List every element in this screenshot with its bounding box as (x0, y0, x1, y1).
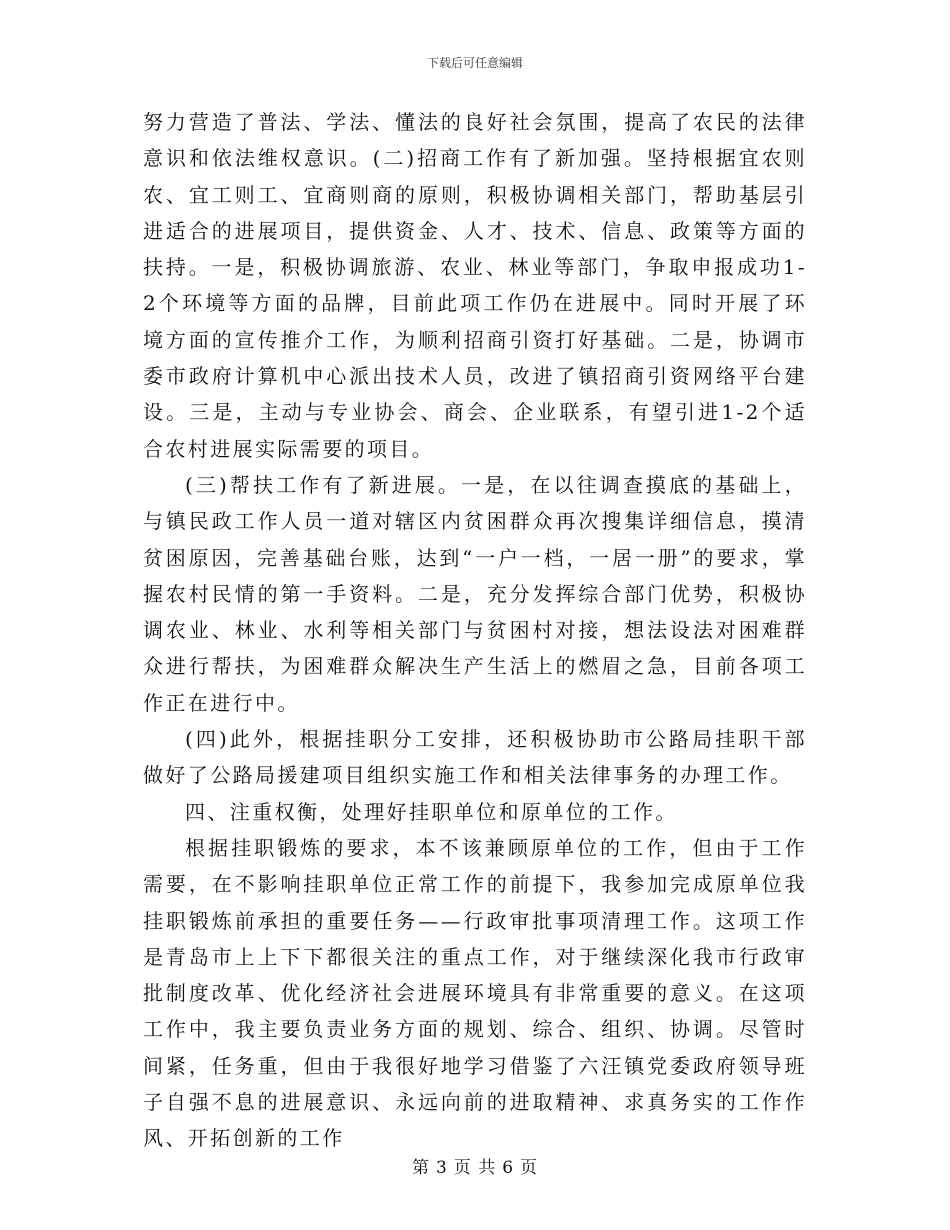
paragraph-balance-work: 根据挂职锻炼的要求，本不该兼顾原单位的工作，但由于工作需要，在不影响挂职单位正常工作的前提下，我参加完成原单位我挂职锻炼前承担的重要任务——行政审批事项清理工作。这项工作是青岛市上上下下都很关注的重点工作，对于继续深化我市行政审批制度改革、优化经济社会进展环境具有非常重要的意义。在这项工作中，我主要负责业务方面的规划、综合、组织、协调。尽管时间紧，任务重，但由于我很好地学习借鉴了六汪镇党委政府领导班子自强不息的进展意识、永远向前的进取精神、求真务实的工作作风、开拓创新的工作 (143, 835, 807, 1151)
paragraph-continuation: 努力营造了普法、学法、懂法的良好社会氛围，提高了农民的法律意识和依法维权意识。(二)招商工作有了新加强。坚持根据宜农则农、宜工则工、宜商则商的原则，积极协调相关部门，帮助基层引进适合的进展项目，提供资金、人才、技术、信息、政策等方面的扶持。一是，积极协调旅游、农业、林业等部门，争取申报成功1-2个环境等方面的品牌，目前此项工作仍在进展中。同时开展了环境方面的宣传推介工作，为顺利招商引资打好基础。二是，协调市委市政府计算机中心派出技术人员，改进了镇招商引资网络平台建设。三是，主动与专业协会、商会、企业联系，有望引进1-2个适合农村进展实际需要的项目。 (143, 110, 807, 461)
footer-prefix: 第 (411, 1158, 430, 1178)
page-footer (0, 1153, 950, 1178)
total-page-count: 6 (502, 1158, 515, 1178)
paragraph-assistance-work: (三)帮扶工作有了新进展。一是，在以往调查摸底的基础上，与镇民政工作人员一道对辖区内贫困群众再次搜集详细信息，摸清贫困原因，完善基础台账，达到“一户一档，一居一册”的要求，掌握农村民情的第一手资料。二是，充分发挥综合部门优势，积极协调农业、林业、水利等相关部门与贫困村对接，想法设法对困难群众进行帮扶，为困难群众解决生产生活上的燃眉之急，目前各项工作正在进行中。 (143, 472, 807, 715)
footer-middle: 页 共 (453, 1158, 497, 1178)
section-heading: 四、注重权衡，处理好挂职单位和原单位的工作。 (185, 799, 678, 824)
current-page-number: 3 (435, 1158, 448, 1178)
page-header: 下载后可任意编辑 (426, 56, 523, 70)
paragraph-additional-work: (四)此外，根据挂职分工安排，还积极协助市公路局挂职干部做好了公路局援建项目组织实施工作和相关法律事务的办理工作。 (143, 727, 807, 788)
footer-suffix: 页 (520, 1158, 539, 1178)
document-body (143, 104, 807, 1157)
